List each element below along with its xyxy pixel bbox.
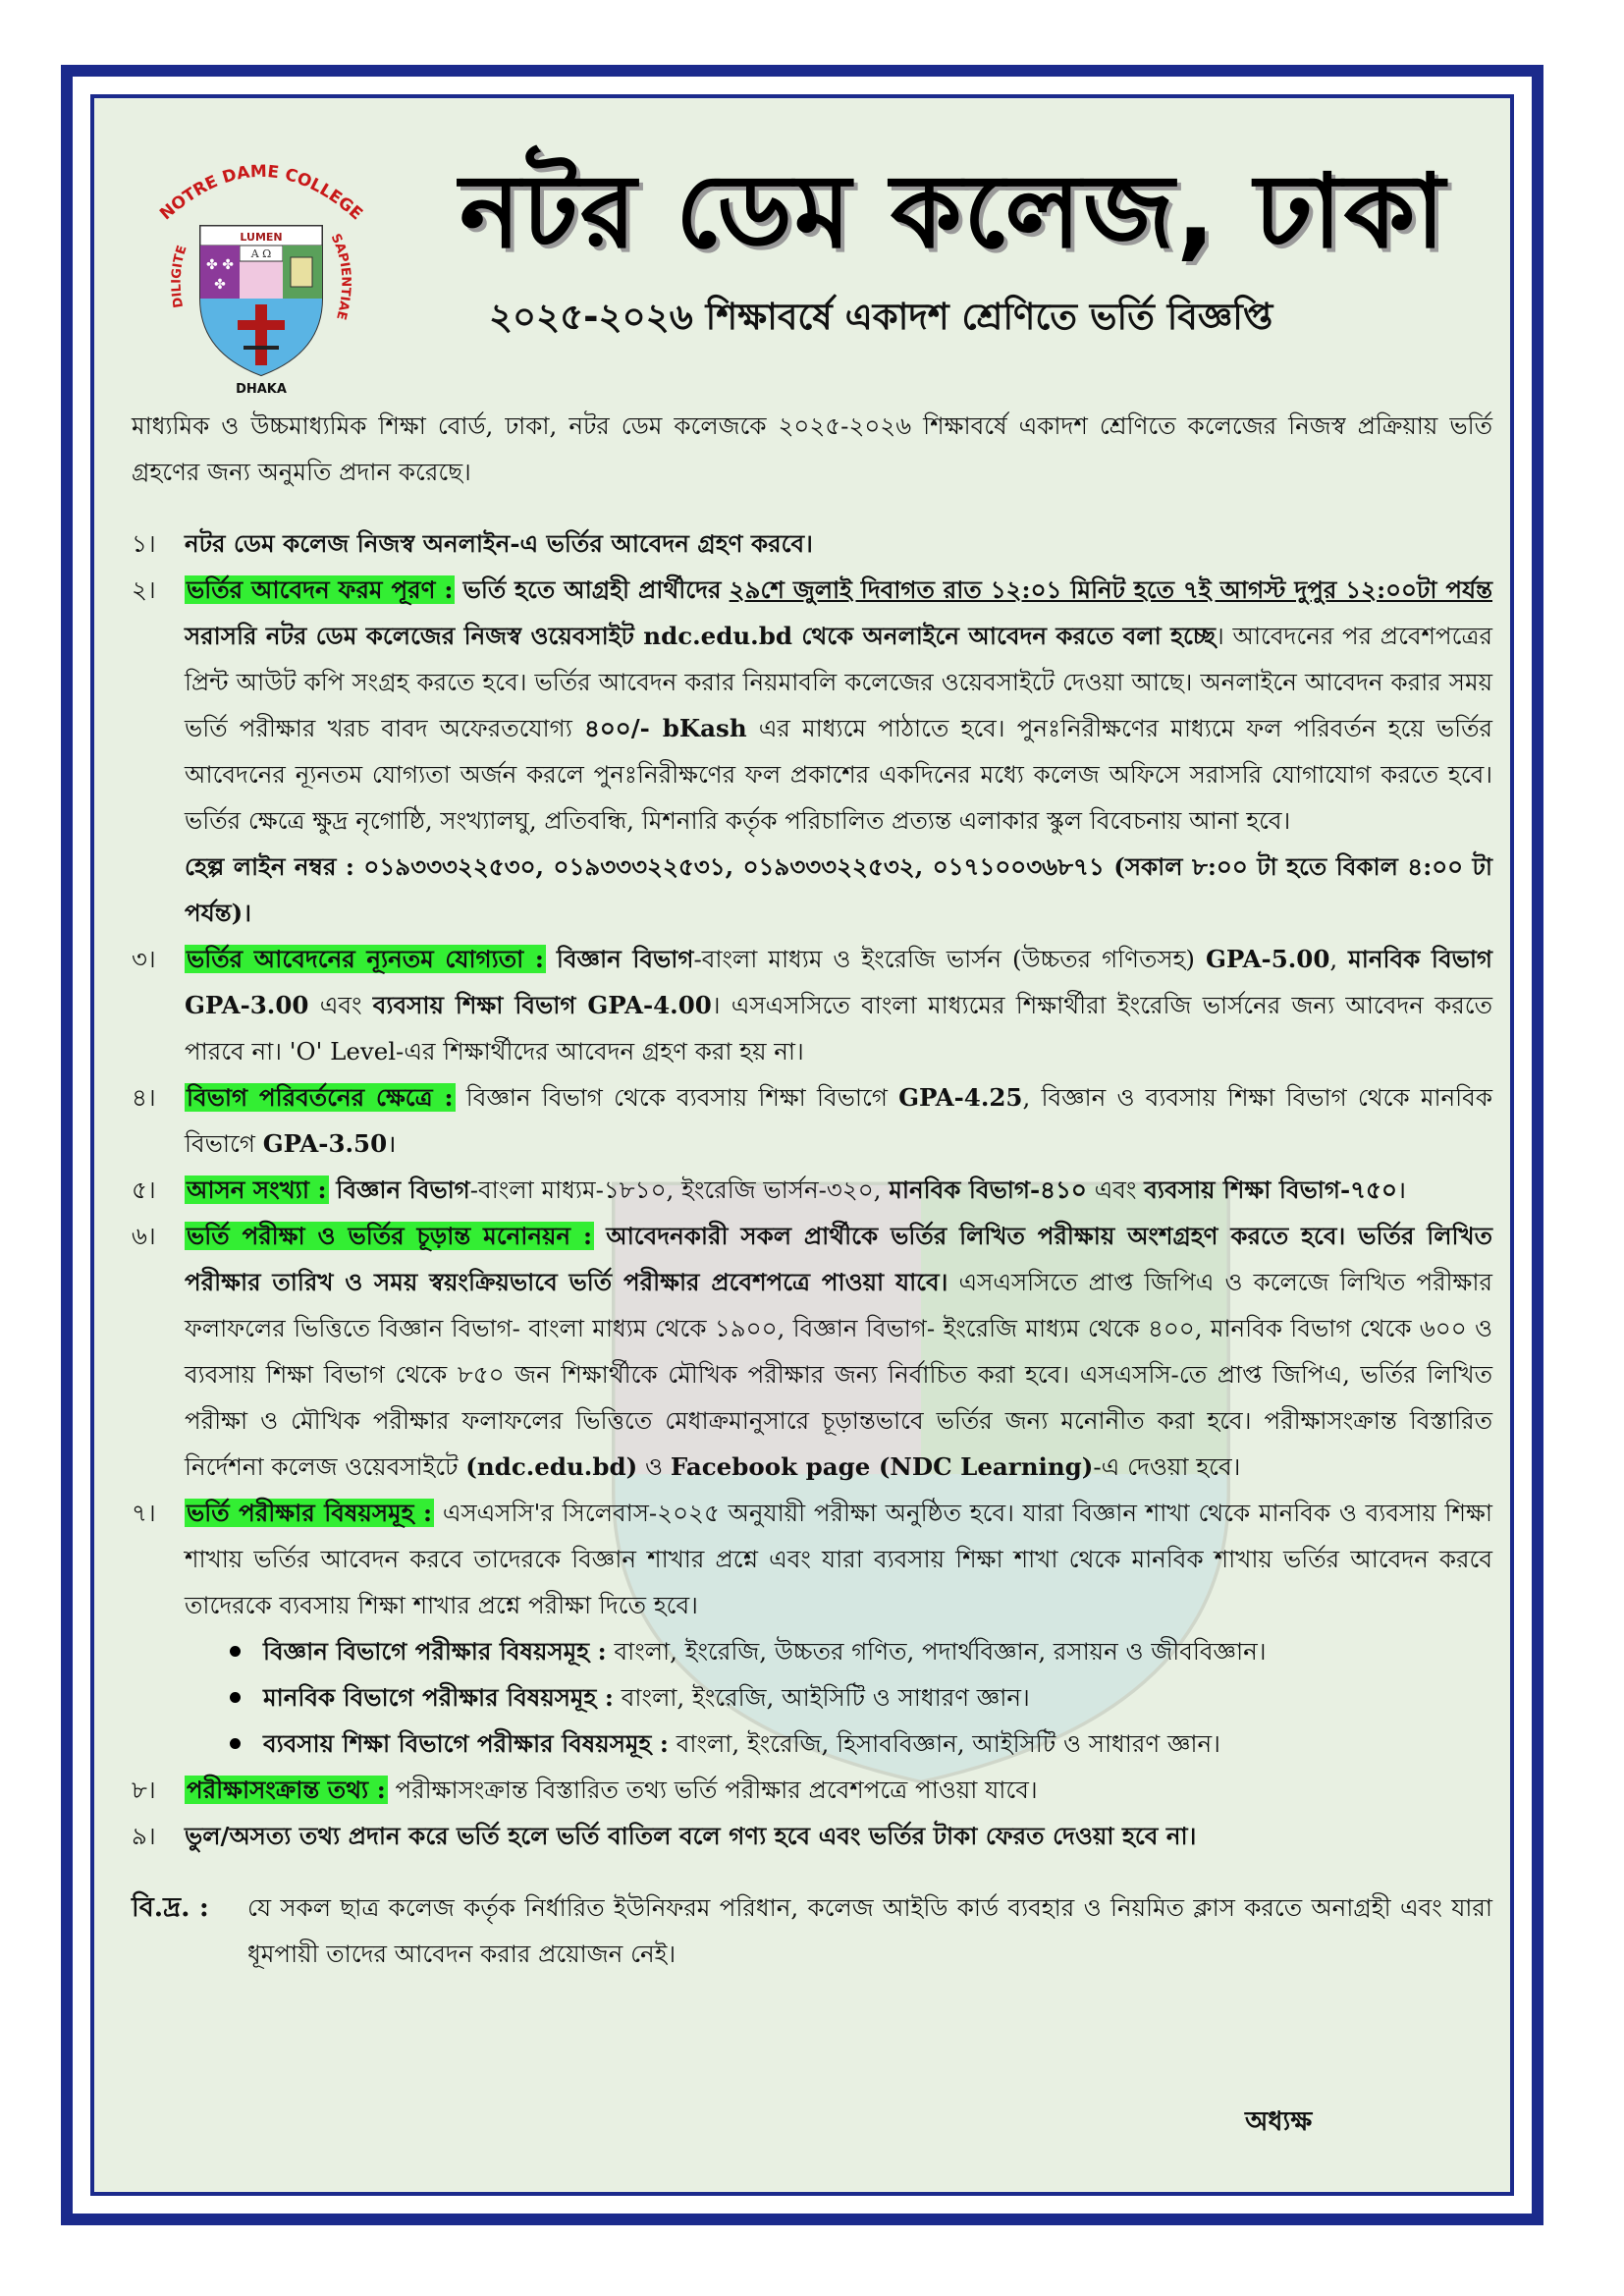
logo-greek-letters: Α Ω — [250, 247, 272, 260]
college-crest-icon — [151, 141, 371, 397]
item-number: ৮। — [132, 1776, 156, 1804]
item-number: ৩। — [132, 945, 156, 973]
item-plain-text: । — [1396, 1175, 1407, 1204]
footnote-label: বি.দ্র. : — [132, 1892, 209, 1923]
item-number: ৫। — [132, 1175, 156, 1204]
item-bold-text: বিজ্ঞান বিভাগ — [556, 945, 694, 973]
item-5 — [132, 1167, 1492, 1213]
intro-paragraph: মাধ্যমিক ও উচ্চমাধ্যমিক শিক্ষা বোর্ড, ঢাকা, নটর ডেম কলেজকে ২০২৫-২০২৬ শিক্ষাবর্ষে একাদশ শ্রেণিতে কলেজের নিজস্ব প্রক্রিয়ায় ভর্তি গ্রহণের জন্য অনুমতি প্রদান করেছে। — [132, 411, 1492, 486]
college-title: নটর ডেম কলেজ, ঢাকা — [460, 151, 1447, 271]
item-7 — [132, 1490, 1492, 1628]
bullet-label: ব্যবসায় শিক্ষা বিভাগে পরীক্ষার বিষয়সমূহ : — [263, 1729, 669, 1758]
logo-motto-left: DILIGITE — [169, 244, 190, 309]
item-plain-text: বিজ্ঞান বিভাগ থেকে ব্যবসায় শিক্ষা বিভাগে — [465, 1083, 888, 1112]
principal-signature: অধ্যক্ষ — [1245, 2106, 1313, 2137]
item-plain-text: এবং — [319, 991, 362, 1019]
item-plain-text: এবং — [1094, 1175, 1137, 1204]
item-bold-text: বিজ্ঞান বিভাগ — [336, 1175, 470, 1204]
item-text — [185, 1167, 1492, 1213]
item-bold-text: GPA-4.25 — [898, 1083, 1023, 1112]
item-plain-text: এসএসসিতে প্রাপ্ত জিপিএ ও কলেজে লিখিত পরীক্ষার ফলাফলের ভিত্তিতে বিজ্ঞান বিভাগ- বাংলা মাধ্যম থেকে ১৯০০, বিজ্ঞান বিভাগ- ইংরেজি মাধ্যম থেকে ৪০০, মানবিক বিভাগ থেকে ৬০০ ও ব্যবসায় শিক্ষা বিভাগ থেকে ৮৫০ জন শিক্ষার্থীকে মৌখিক পরীক্ষার জন্য নির্বাচিত করা হবে। এসএসসি-তে প্রাপ্ত জিপিএ, ভর্তির লিখিত পরীক্ষা ও মৌখিক পরীক্ষার ফলাফলের ভিত্তিতে মেধাক্রমানুসারে চূড়ান্তভাবে ভর্তির জন্য মনোনীত করা হবে। পরীক্ষাসংক্রান্ত বিস্তারিত নির্দেশনা কলেজ ওয়েবসাইটে — [185, 1268, 1492, 1481]
facebook-page-text: Facebook page (NDC Learning) — [670, 1452, 1094, 1481]
svg-text:SAPIENTIAE — [328, 232, 353, 321]
item-bold-text: সরাসরি নটর ডেম কলেজের নিজস্ব ওয়েবসাইট ndc.edu.bd থেকে অনলাইনে আবেদন করতে বলা হচ্ছে — [185, 622, 1216, 650]
item-2 — [132, 567, 1492, 936]
item-label-highlight: ভর্তির আবেদনের ন্যূনতম যোগ্যতা : — [187, 945, 544, 973]
item-plain-text: । এসএসসিতে বাংলা মাধ্যমের শিক্ষার্থীরা ইংরেজি ভার্সনের জন্য আবেদন করতে পারবে না। 'O' Level-এর শিক্ষার্থীদের আবেদন গ্রহণ করা হয় না। — [185, 991, 1493, 1066]
item-text — [185, 936, 1492, 1074]
item-number: ১। — [132, 529, 156, 558]
item-plain-text: -বাংলা মাধ্যম-১৮১০, ইংরেজি ভার্সন-৩২০, — [469, 1175, 882, 1204]
item-bold-text: ব্যবসায় শিক্ষা বিভাগ-৭৫০ — [1144, 1175, 1397, 1204]
subject-list — [132, 1628, 1492, 1767]
item-plain-text: ও — [644, 1452, 664, 1481]
footnote — [132, 1885, 1492, 1977]
item-plain-text: , — [1329, 945, 1338, 973]
item-bold-text: GPA-3.50 — [262, 1129, 388, 1158]
svg-text:✤ ✤: ✤ ✤ — [206, 257, 234, 273]
item-number: ৪। — [132, 1083, 156, 1112]
logo-motto-right: SAPIENTIAE — [327, 231, 353, 322]
svg-text:NOTRE DAME COLLEGE — [156, 162, 366, 225]
item-number: ৭। — [132, 1499, 156, 1527]
item-text — [185, 1767, 1492, 1813]
bullet-label: মানবিক বিভাগে পরীক্ষার বিষয়সমূহ : — [263, 1683, 614, 1712]
item-plain-text: -বাংলা মাধ্যম ও ইংরেজি ভার্সন (উচ্চতর গণিতসহ) — [693, 945, 1195, 973]
notice-body — [132, 403, 1492, 1977]
item-3 — [132, 936, 1492, 1074]
item-number: ২। — [132, 575, 156, 604]
item-plain-text: -এ দেওয়া হবে। — [1093, 1452, 1241, 1481]
item-label-highlight: আসন সংখ্যা : — [187, 1175, 327, 1204]
item-bold-text: ব্যবসায় শিক্ষা বিভাগ GPA-4.00 — [372, 991, 712, 1019]
bullet-text: বাংলা, ইংরেজি, আইসিটি ও সাধারণ জ্ঞান। — [621, 1683, 1030, 1712]
item-text: ভুল/অসত্য তথ্য প্রদান করে ভর্তি হলে ভর্তি বাতিল বলে গণ্য হবে এবং ভর্তির টাকা ফেরত দেওয়া হবে না। — [185, 1822, 1197, 1850]
svg-text:DILIGITE — [170, 244, 190, 308]
item-bold-text: ভর্তি হতে আগ্রহী প্রার্থীদের — [462, 575, 722, 604]
item-plain-text: । আবেদনের পর প্রবেশপত্রের প্রিন্ট আউট কপি সংগ্রহ করতে হবে। ভর্তির আবেদন করার নিয়মাবলি কলেজের ওয়েবসাইটে দেওয়া আছে। অনলাইনে আবেদন করার সময় ভর্তি পরীক্ষার খরচ বাবদ অফেরতযোগ্য — [185, 622, 1492, 742]
item-label-highlight: পরীক্ষাসংক্রান্ত তথ্য : — [187, 1776, 386, 1804]
item-text: নটর ডেম কলেজ নিজস্ব অনলাইন-এ ভর্তির আবেদন গ্রহণ করবে। — [185, 529, 813, 558]
item-plain-text: এসএসসি'র সিলেবাস-২০২৫ অনুযায়ী পরীক্ষা অনুষ্ঠিত হবে। যারা বিজ্ঞান শাখা থেকে মানবিক ও ব্যবসায় শিক্ষা শাখায় ভর্তির আবেদন করবে তাদেরকে বিজ্ঞান শাখার প্রশ্নে এবং যারা ব্যবসায় শিক্ষা শাখা থেকে মানবিক শাখায় ভর্তির আবেদন করবে তাদেরকে ব্যবসায় শিক্ষা শাখার প্রশ্নে পরীক্ষা দিতে হবে। — [185, 1499, 1492, 1619]
item-6 — [132, 1213, 1492, 1490]
item-plain-text: , বিজ্ঞান ও ব্যবসায় শিক্ষা বিভাগ থেকে মানবিক বিভাগে — [185, 1083, 1492, 1158]
logo-bottom-text: DHAKA — [236, 382, 287, 397]
website-text: (ndc.edu.bd) — [465, 1452, 638, 1481]
item-9 — [132, 1813, 1492, 1859]
item-label-highlight: ভর্তি পরীক্ষা ও ভর্তির চূড়ান্ত মনোনয়ন : — [187, 1222, 592, 1250]
item-number: ৬। — [132, 1222, 156, 1250]
item-bold-text: মানবিক বিভাগ GPA-3.00 — [185, 945, 1492, 1019]
item-bold-text: GPA-5.00 — [1205, 945, 1330, 973]
item-label-highlight: বিভাগ পরিবর্তনের ক্ষেত্রে : — [187, 1083, 454, 1112]
list-item — [230, 1628, 1492, 1674]
item-bold-text: মানবিক বিভাগ-৪১০ — [889, 1175, 1087, 1204]
list-item — [230, 1721, 1492, 1767]
bullet-text: বাংলা, ইংরেজি, উচ্চতর গণিত, পদার্থবিজ্ঞান, রসায়ন ও জীববিজ্ঞান। — [614, 1637, 1267, 1666]
item-text — [185, 1074, 1492, 1167]
item-plain-text: পরীক্ষাসংক্রান্ত বিস্তারিত তথ্য ভর্তি পরীক্ষার প্রবেশপত্রে পাওয়া যাবে। — [395, 1776, 1038, 1804]
logo-motto-center: LUMEN — [240, 231, 283, 244]
notice-title: ২০২৫-২০২৬ শিক্ষাবর্ষে একাদশ শ্রেণিতে ভর্তি বিজ্ঞপ্তি — [489, 296, 1273, 338]
item-underlined-text: ২৯শে জুলাই দিবাগত রাত ১২:০১ মিনিট হতে ৭ই আগস্ট দুপুর ১২:০০টা পর্যন্ত — [729, 575, 1493, 604]
helpline-text: হেল্প লাইন নম্বর : ০১৯৩৩৩২২৫৩০, ০১৯৩৩৩২২৫৩১, ০১৯৩৩৩২২৫৩২, ০১৭১০০৩৬৮৭১ (সকাল ৮:০০ টা হতে বিকাল ৪:০০ টা পর্যন্ত)। — [185, 852, 1492, 927]
item-number: ৯। — [132, 1822, 156, 1850]
item-1 — [132, 520, 1492, 567]
item-label-highlight: ভর্তির আবেদন ফরম পূরণ : — [187, 575, 454, 604]
item-text — [185, 1490, 1492, 1628]
item-8 — [132, 1767, 1492, 1813]
footnote-text: যে সকল ছাত্র কলেজ কর্তৃক নির্ধারিত ইউনিফরম পরিধান, কলেজ আইডি কার্ড ব্যবহার ও নিয়মিত ক্লাস করতে অনাগ্রহী এবং যারা ধূমপায়ী তাদের আবেদন করার প্রয়োজন নেই। — [247, 1893, 1492, 1968]
logo-top-text: NOTRE DAME COLLEGE — [156, 161, 366, 225]
svg-text:✤: ✤ — [214, 277, 226, 293]
item-text — [185, 567, 1492, 936]
item-4 — [132, 1074, 1492, 1167]
item-label-highlight: ভর্তি পরীক্ষার বিষয়সমূহ : — [187, 1499, 433, 1527]
item-plain-text: এর মাধ্যমে পাঠাতে হবে। পুনঃনিরীক্ষণের মাধ্যমে ফল পরিবর্তন হয়ে ভর্তির আবেদনের ন্যূনতম যোগ্যতা অর্জন করলে পুনঃনিরীক্ষণের ফল প্রকাশের একদিনের মধ্যে কলেজ অফিসে সরাসরি যোগাযোগ করতে হবে। ভর্তির ক্ষেত্রে ক্ষুদ্র নৃগোষ্ঠি, সংখ্যালঘু, প্রতিবন্ধি, মিশনারি কর্তৃক পরিচালিত প্রত্যন্ত এলাকার স্কুল বিবেচনায় আনা হবে। — [185, 714, 1492, 835]
bullet-label: বিজ্ঞান বিভাগে পরীক্ষার বিষয়সমূহ : — [263, 1637, 607, 1666]
bullet-text: বাংলা, ইংরেজি, হিসাববিজ্ঞান, আইসিটি ও সাধারণ জ্ঞান। — [676, 1729, 1220, 1758]
list-item — [230, 1674, 1492, 1721]
fee-text: ৪০০/- bKash — [583, 714, 747, 742]
item-plain-text: । — [387, 1129, 397, 1158]
item-text — [185, 1213, 1492, 1490]
item-bold-text: আবেদনকারী সকল প্রার্থীকে ভর্তির লিখিত পরীক্ষায় অংশগ্রহণ করতে হবে। ভর্তির লিখিত পরীক্ষার তারিখ ও সময় স্বয়ংক্রিয়ভাবে ভর্তি পরীক্ষার প্রবেশপত্রে পাওয়া যাবে। — [185, 1222, 1492, 1296]
